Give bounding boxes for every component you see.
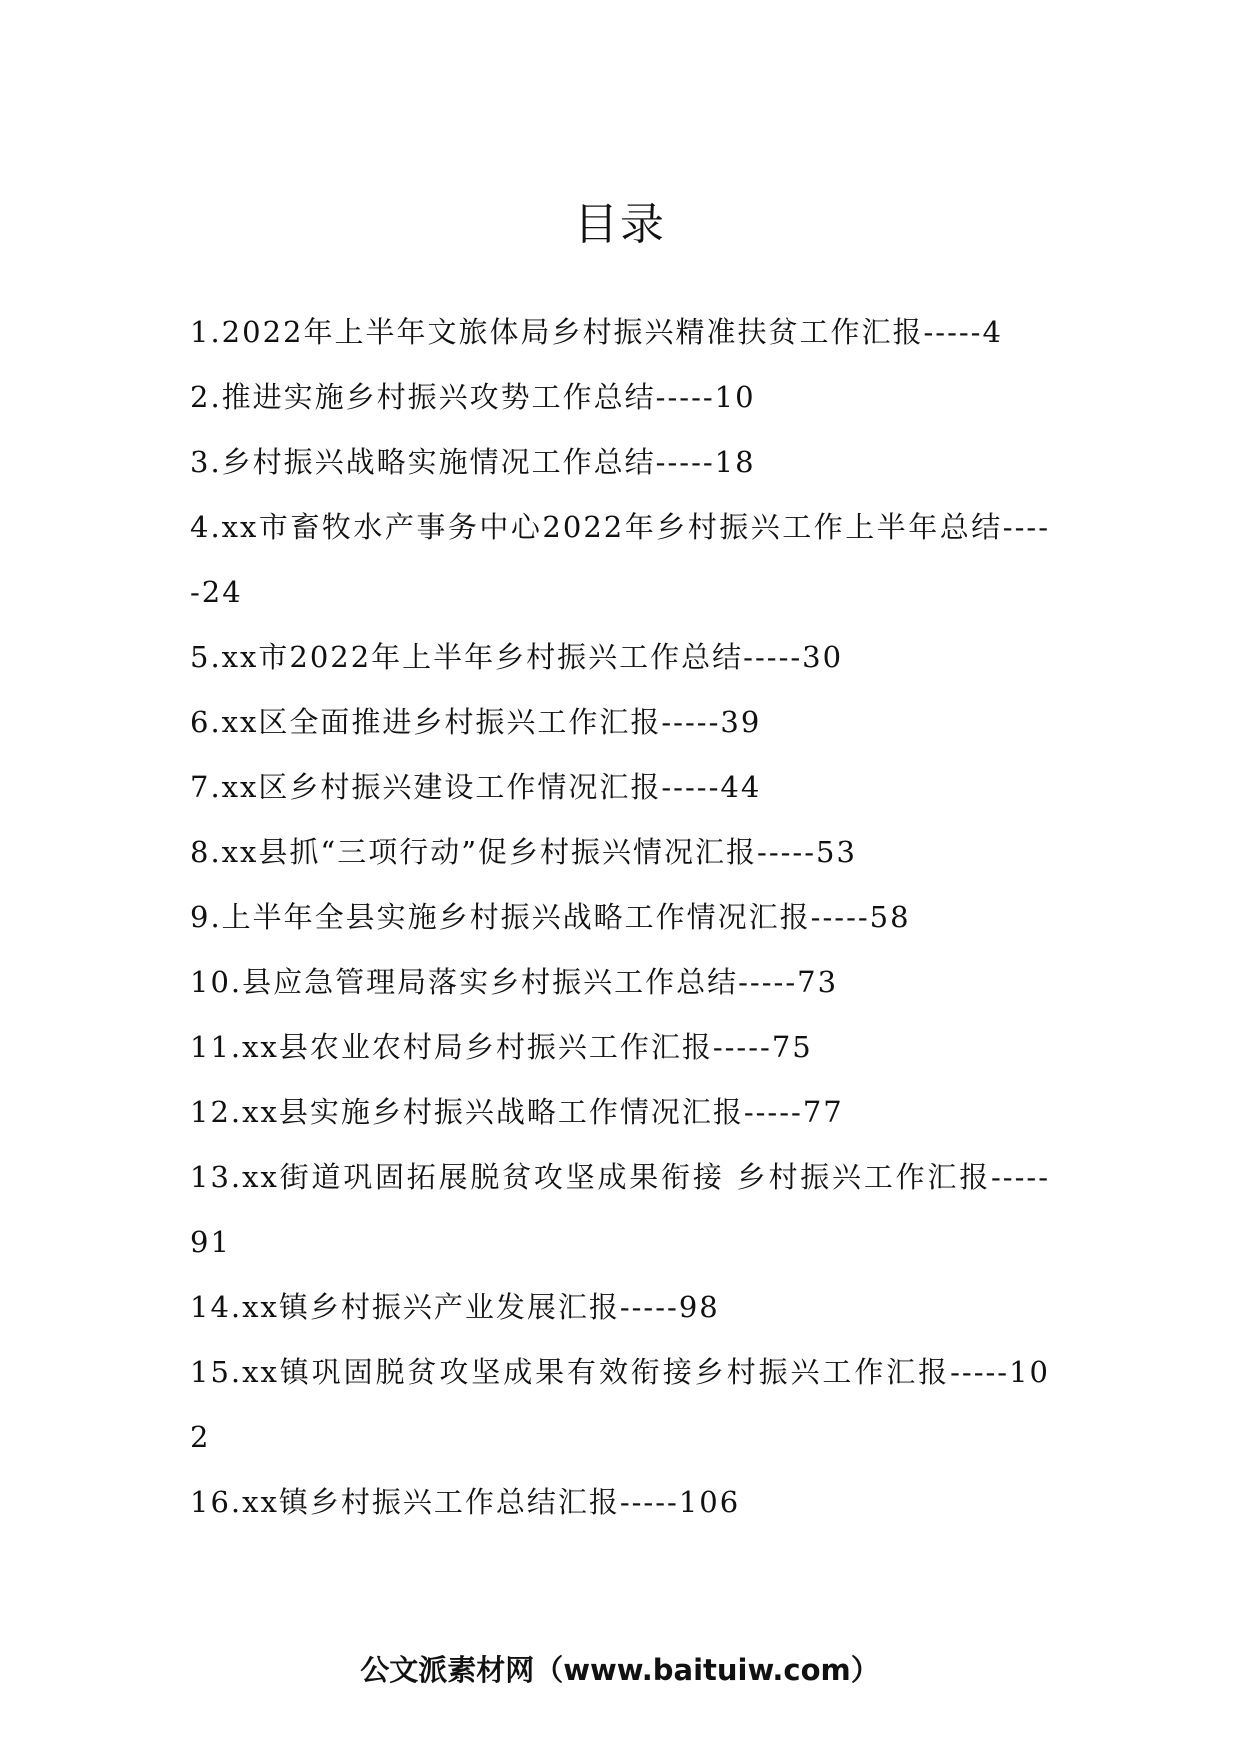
toc-item-4[interactable]: 4.xx市畜牧水产事务中心2022年乡村振兴工作上半年总结-----24 (190, 510, 1050, 609)
toc-item-14[interactable]: 14.xx镇乡村振兴产业发展汇报-----98 (190, 1290, 720, 1324)
toc-item-5[interactable]: 5.xx市2022年上半年乡村振兴工作总结-----30 (190, 640, 844, 674)
toc-item-8[interactable]: 8.xx县抓“三项行动”促乡村振兴情况汇报-----53 (190, 835, 857, 869)
toc-item-11[interactable]: 11.xx县农业农村局乡村振兴工作汇报-----75 (190, 1030, 813, 1064)
toc-item-16[interactable]: 16.xx镇乡村振兴工作总结汇报-----106 (190, 1485, 741, 1519)
toc-item-7[interactable]: 7.xx区乡村振兴建设工作情况汇报-----44 (190, 770, 762, 804)
toc-item-3[interactable]: 3.乡村振兴战略实施情况工作总结-----18 (190, 445, 756, 479)
toc-item-1[interactable]: 1.2022年上半年文旅体局乡村振兴精准扶贫工作汇报-----4 (190, 315, 1003, 349)
toc-item-12[interactable]: 12.xx县实施乡村振兴战略工作情况汇报-----77 (190, 1095, 844, 1129)
toc-item-6[interactable]: 6.xx区全面推进乡村振兴工作汇报-----39 (190, 705, 762, 739)
toc-item-10[interactable]: 10.县应急管理局落实乡村振兴工作总结-----73 (190, 965, 839, 999)
toc-item-13[interactable]: 13.xx街道巩固拓展脱贫攻坚成果衔接 乡村振兴工作汇报-----91 (190, 1160, 1050, 1259)
toc-item-9[interactable]: 9.上半年全县实施乡村振兴战略工作情况汇报-----58 (190, 900, 911, 934)
toc-item-15[interactable]: 15.xx镇巩固脱贫攻坚成果有效衔接乡村振兴工作汇报-----102 (190, 1355, 1050, 1454)
site-footer: 公文派素材网（www.baituiw.com） (360, 1653, 880, 1687)
table-of-contents (190, 300, 1050, 1535)
page-title: 目录 (574, 199, 666, 251)
toc-item-2[interactable]: 2.推进实施乡村振兴攻势工作总结-----10 (190, 380, 756, 414)
